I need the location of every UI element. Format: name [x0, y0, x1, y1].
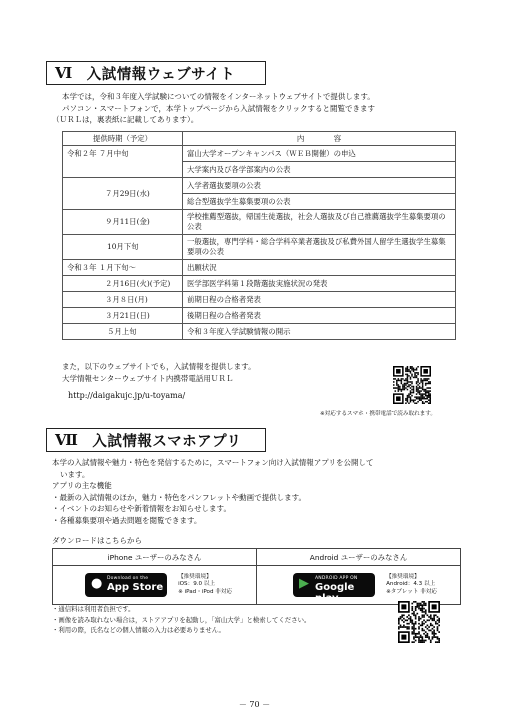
android-header: Android ユーザーのみなさん — [257, 549, 461, 566]
period-cell: ２月16日(火)(予定) — [63, 276, 183, 292]
feature-item: ・最新の入試情報のほか，魅力・特色をパンフレットや動画で提供します。 — [52, 492, 307, 502]
req-line: iOS：9.0 以上 — [178, 581, 216, 588]
period-cell: 10月下旬 — [63, 235, 183, 260]
content-cell: 医学部医学科第１段階選抜実施状況の発表 — [183, 276, 456, 292]
header-period: 提供時期（予定） — [63, 132, 183, 146]
period-cell: ５月上旬 — [63, 324, 183, 340]
section-7-number: Ⅶ — [55, 431, 79, 449]
content-cell: 出願状況 — [183, 260, 456, 276]
also-line: 大学情報センターウェブサイト内携帯電話用ＵＲＬ — [62, 373, 234, 383]
period-cell: 令和２年 ７月中旬 — [63, 146, 183, 178]
table-row — [63, 292, 456, 308]
content-cell: 大学案内及び各学部案内の公表 — [183, 162, 456, 178]
download-table — [52, 548, 461, 605]
app-notes — [52, 604, 310, 636]
app-store-big-text: App Store — [107, 582, 164, 593]
period-cell: ９月11日(金) — [63, 210, 183, 235]
req-line: ※ iPad・iPod 非対応 — [178, 588, 233, 595]
google-play-small-text: ANDROID APP ON — [315, 576, 358, 581]
apple-icon: ● — [91, 576, 103, 591]
table-row — [63, 210, 456, 235]
table-row — [63, 308, 456, 324]
intro-line: います。 — [60, 469, 90, 479]
feature-item: ・各種募集要項や過去問題を閲覧できます。 — [52, 515, 202, 525]
app-store-badge[interactable] — [85, 573, 167, 597]
section-6-intro — [52, 91, 375, 126]
qr-code-app — [398, 601, 440, 643]
google-play-big-text: Google play — [315, 582, 355, 604]
android-requirements — [386, 574, 437, 596]
also-line: また，以下のウェブサイトでも，入試情報を提供します。 — [62, 362, 256, 371]
content-cell: 総合型選抜学生募集要項の公表 — [183, 194, 456, 210]
iphone-cell — [53, 566, 257, 605]
schedule-table — [62, 131, 456, 340]
section-7-heading — [46, 428, 266, 452]
table-row — [63, 260, 456, 276]
app-store-small-text: Download on the — [107, 576, 149, 581]
content-cell: 前期日程の合格者発表 — [183, 292, 456, 308]
content-cell: 後期日程の合格者発表 — [183, 308, 456, 324]
table-row — [63, 178, 456, 194]
req-line: 【推奨環境】 — [178, 574, 212, 581]
qr-note: ※対応するスマホ・携帯電話で読み取れます。 — [320, 411, 437, 417]
iphone-header: iPhone ユーザーのみなさん — [53, 549, 257, 566]
download-row — [53, 566, 461, 605]
section-7-title: 入試情報スマホアプリ — [92, 432, 242, 450]
table-row — [63, 276, 456, 292]
req-line: 【推奨環境】 — [386, 574, 420, 581]
content-cell: 学校推薦型選抜，帰国生徒選抜，社会人選抜及び自己推薦選抜学生募集要項の公表 — [183, 210, 456, 235]
req-line: Android：4.3 以上 — [386, 581, 436, 588]
qr-code-mobile-site — [393, 366, 431, 404]
content-cell: 令和３年度入学試験情報の開示 — [183, 324, 456, 340]
note-line: ・画像を読み取れない場合は，ストアアプリを起動し，「富山大学」と検索してください。 — [52, 615, 311, 624]
section-6-also — [62, 361, 256, 384]
google-play-badge[interactable] — [293, 573, 375, 604]
content-cell: 入学者選抜要項の公表 — [183, 178, 456, 194]
period-cell: 令和３年 １月下旬～ — [63, 260, 183, 276]
intro-line: （ＵＲＬは，裏表紙に記載してあります）。 — [52, 115, 199, 124]
section-7-intro — [52, 457, 373, 526]
section-6-heading — [46, 61, 266, 85]
section-6-number: Ⅵ — [55, 64, 73, 82]
mobile-url[interactable]: http://daigakujc.jp/u-toyama/ — [68, 391, 186, 400]
android-cell — [257, 566, 461, 605]
req-line: ※タブレット 非対応 — [386, 588, 438, 595]
play-icon: ▶ — [299, 576, 309, 591]
feature-item: ・イベントのお知らせや新着情報をお知らせします。 — [52, 504, 231, 513]
intro-line: 本学では，令和３年度入学試験についての情報をインターネットウェブサイトで提供します。 — [62, 92, 375, 101]
intro-line: アプリの主な機能 — [52, 481, 112, 490]
table-row — [63, 324, 456, 340]
note-line: ・利用の際，氏名などの個人情報の入力は必要ありません。 — [52, 626, 225, 634]
download-label: ダウンロードはこちらから — [52, 536, 142, 545]
period-cell: ３月８日(月) — [63, 292, 183, 308]
note-line: ・通信料は利用者負担です。 — [52, 605, 135, 613]
table-row — [63, 146, 456, 162]
period-cell: ７月29日(水) — [63, 178, 183, 210]
header-content: 内 容 — [183, 132, 456, 146]
section-6-title: 入試情報ウェブサイト — [86, 65, 236, 83]
intro-line: パソコン・スマートフォンで，本学トップページから入試情報をクリックすると閲覧できます — [62, 103, 375, 113]
content-cell: 富山大学オープンキャンパス（ＷＥＢ開催）の申込 — [183, 146, 456, 162]
table-row — [63, 235, 456, 260]
content-cell: 一般選抜，専門学科・総合学科卒業者選抜及び私費外国人留学生選抜学生募集要項の公表 — [183, 235, 456, 260]
period-cell: ３月21日(日) — [63, 308, 183, 324]
download-header-row — [53, 549, 461, 566]
iphone-requirements — [178, 574, 232, 596]
table-header-row — [63, 132, 456, 146]
intro-line: 本学の入試情報や魅力・特色を発信するために，スマートフォン向け入試情報アプリを公開して — [52, 458, 374, 467]
page-number: － 70 － — [238, 700, 271, 709]
